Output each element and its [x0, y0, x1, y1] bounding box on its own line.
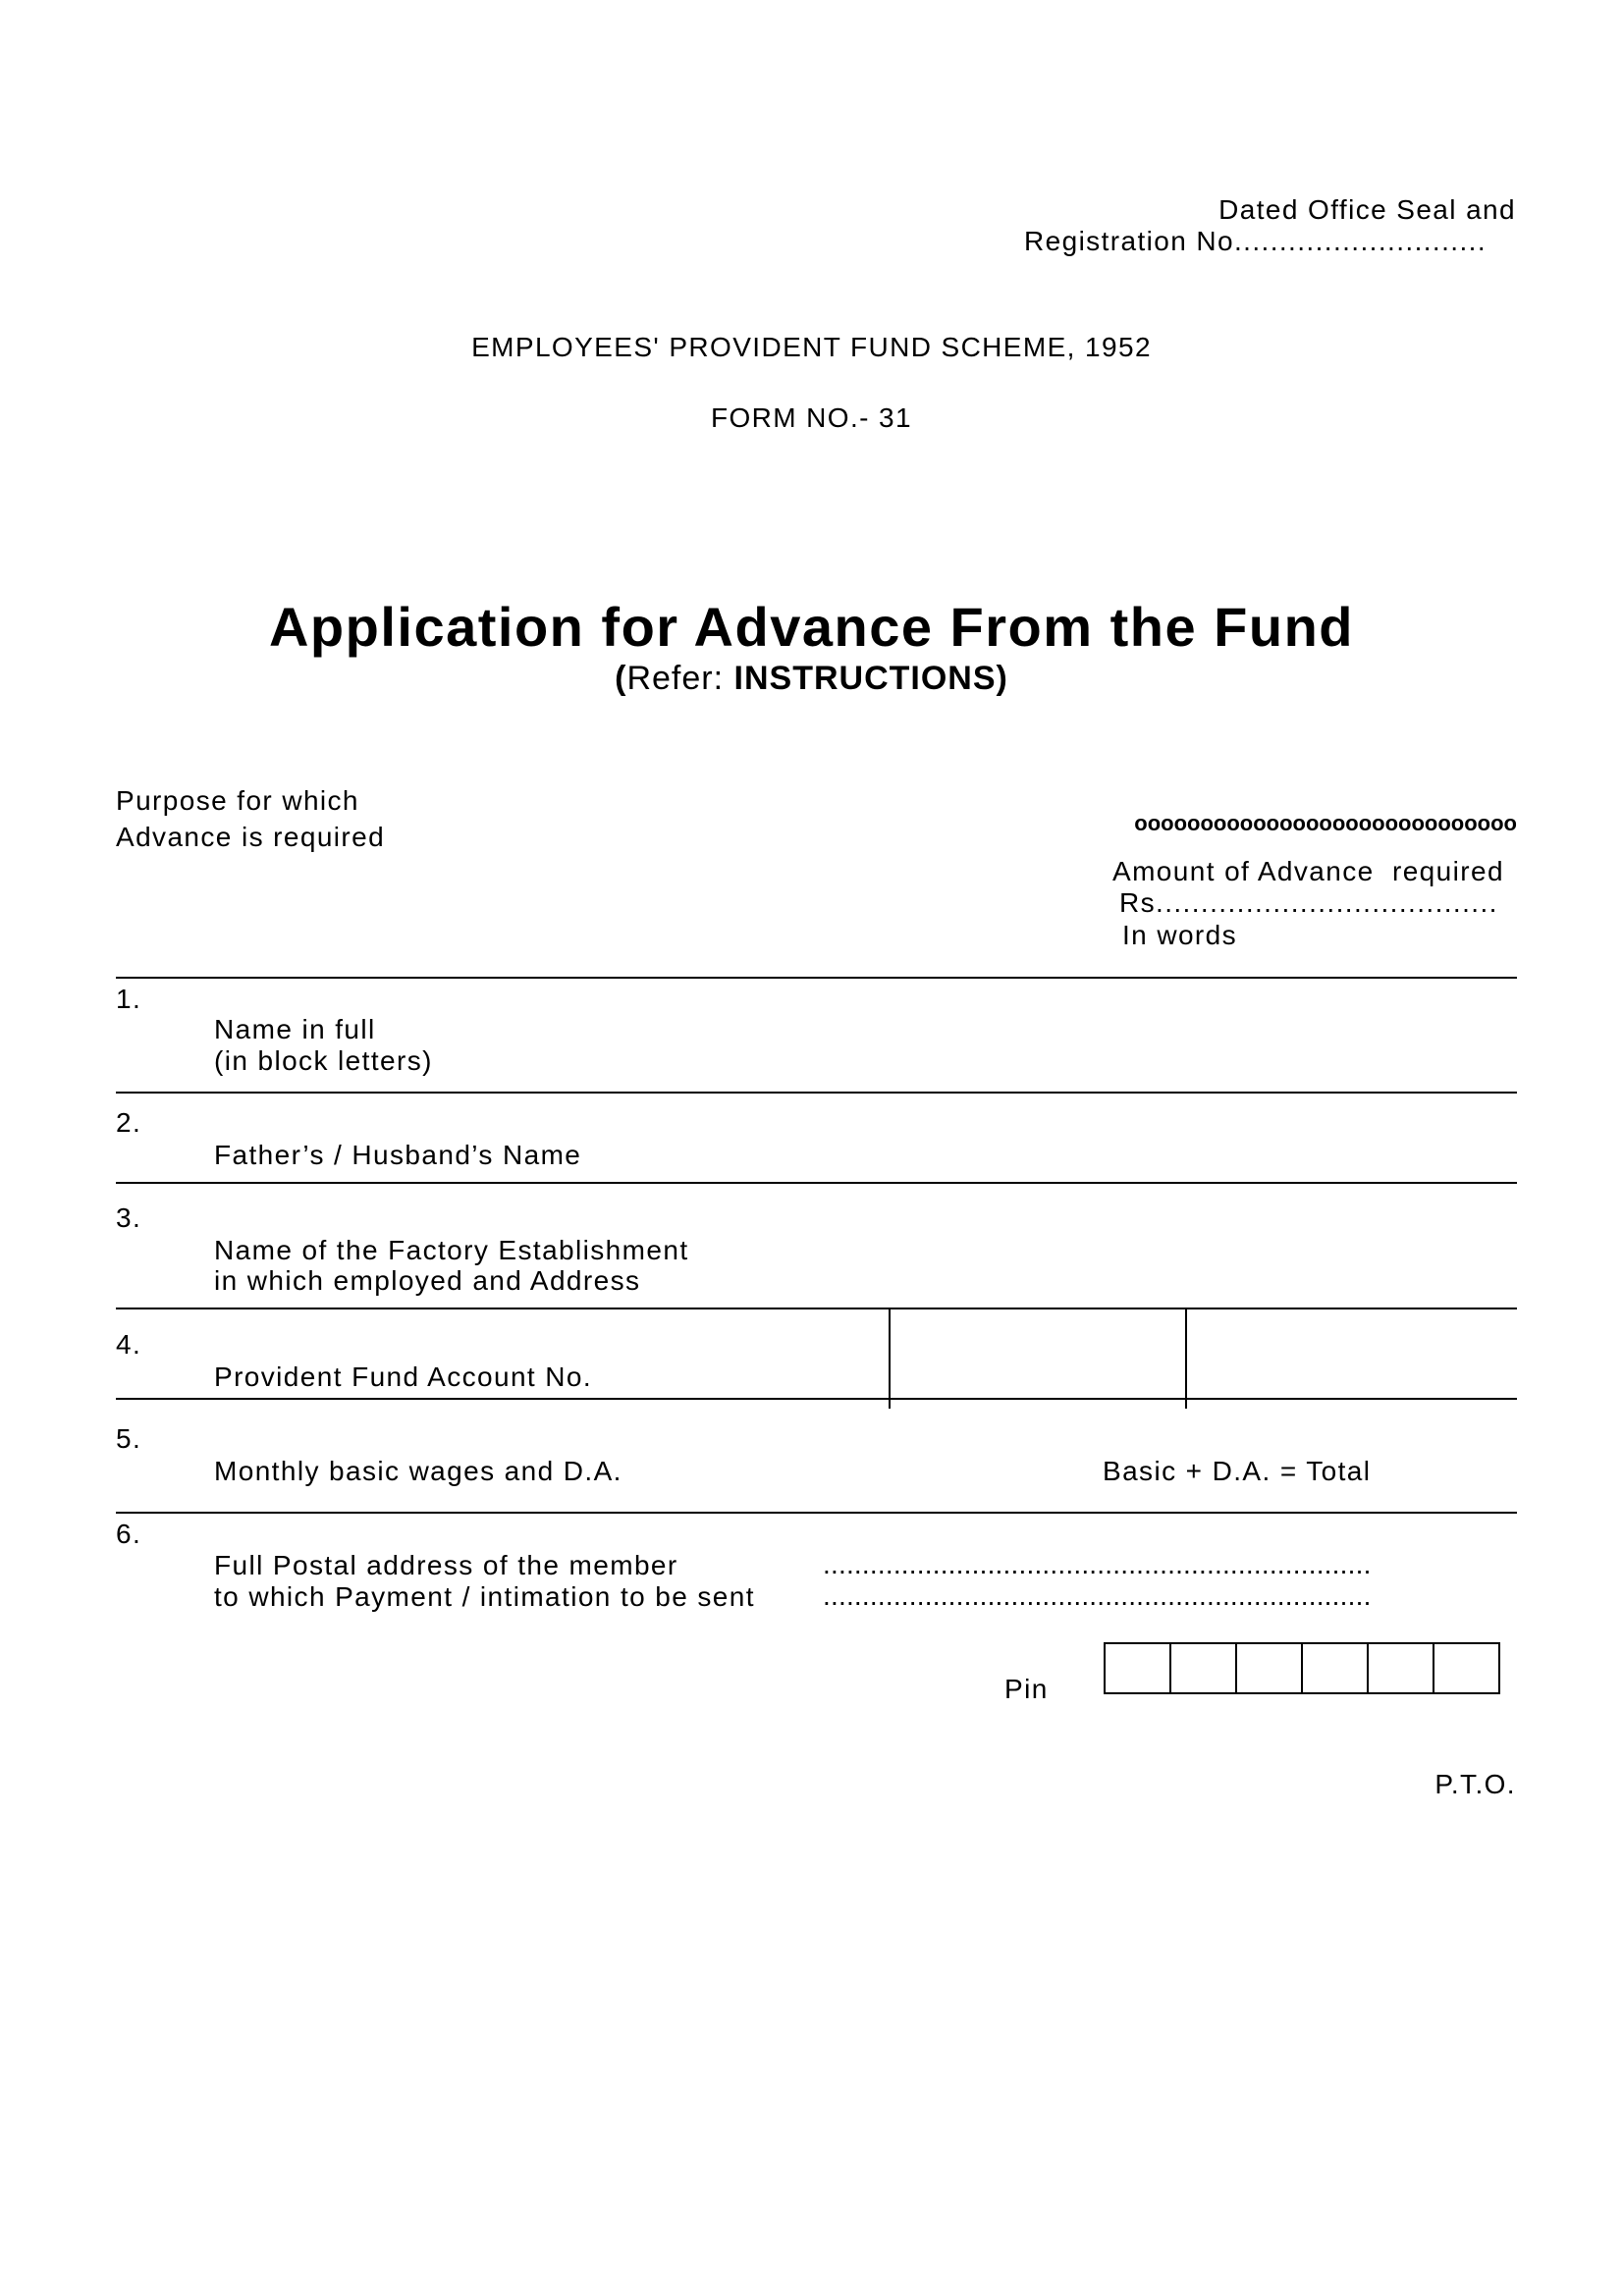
- field-3-label-line1: Name of the Factory Establishment: [214, 1235, 689, 1265]
- amount-label: Amount of Advance required: [1112, 856, 1504, 886]
- pin-digit-box[interactable]: [1106, 1644, 1171, 1692]
- field-1-number: 1.: [116, 984, 142, 1014]
- account-box-divider-left: [889, 1308, 891, 1409]
- pin-digit-box[interactable]: [1237, 1644, 1303, 1692]
- account-box-divider-right: [1185, 1308, 1187, 1409]
- form-number: FORM NO.- 31: [710, 402, 913, 433]
- form-title: Application for Advance From the Fund: [268, 596, 1354, 658]
- pto-label: P.T.O.: [1434, 1769, 1516, 1799]
- amount-in-words-label: In words: [1122, 920, 1238, 950]
- address-line-1-field[interactable]: ......................................................................: [823, 1549, 1372, 1579]
- pin-digit-box[interactable]: [1434, 1644, 1500, 1692]
- field-5-label: Monthly basic wages and D.A.: [214, 1456, 622, 1486]
- pin-digit-box[interactable]: [1369, 1644, 1434, 1692]
- divider-1: [116, 977, 1517, 979]
- field-2-label: Father’s / Husband’s Name: [214, 1140, 582, 1170]
- address-line-2-field[interactable]: ......................................................................: [823, 1580, 1372, 1611]
- field-1-label-line2: (in block letters): [214, 1045, 433, 1076]
- subtitle-instructions: INSTRUCTIONS): [733, 660, 1008, 697]
- field-4-number: 4.: [116, 1329, 142, 1360]
- field-2-number: 2.: [116, 1107, 142, 1138]
- field-4-label: Provident Fund Account No.: [214, 1362, 593, 1392]
- form-subtitle: [0, 660, 1623, 698]
- divider-2: [116, 1092, 1517, 1094]
- field-6-number: 6.: [116, 1519, 142, 1549]
- registration-number-field[interactable]: Registration No............................: [1024, 226, 1487, 256]
- amount-rs-field[interactable]: Rs......................................: [1119, 887, 1498, 918]
- divider-5: [116, 1398, 1517, 1400]
- purpose-label-line2: Advance is required: [116, 822, 386, 852]
- subtitle-open-paren: (: [615, 660, 627, 697]
- divider-6: [116, 1512, 1517, 1514]
- pin-digit-box[interactable]: [1303, 1644, 1369, 1692]
- divider-4: [116, 1308, 1517, 1309]
- field-5-number: 5.: [116, 1423, 142, 1454]
- field-6-label-line1: Full Postal address of the member: [214, 1550, 678, 1580]
- purpose-label-line1: Purpose for which: [116, 785, 359, 816]
- amount-circles-field[interactable]: ooooooooooooooooooooooooooooo: [1134, 811, 1517, 835]
- pin-digit-box[interactable]: [1171, 1644, 1237, 1692]
- pin-code-input[interactable]: [1104, 1642, 1500, 1694]
- pin-label: Pin: [1004, 1674, 1049, 1704]
- wages-formula-label: Basic + D.A. = Total: [1103, 1456, 1372, 1486]
- scheme-heading: EMPLOYEES' PROVIDENT FUND SCHEME, 1952: [471, 332, 1152, 362]
- field-6-label-line2: to which Payment / intimation to be sent: [214, 1581, 755, 1612]
- subtitle-refer: Refer:: [626, 660, 734, 697]
- divider-3: [116, 1182, 1517, 1184]
- field-1-label-line1: Name in full: [214, 1014, 376, 1044]
- field-3-label-line2: in which employed and Address: [214, 1265, 641, 1296]
- seal-label: Dated Office Seal and: [1218, 194, 1516, 225]
- field-3-number: 3.: [116, 1202, 142, 1233]
